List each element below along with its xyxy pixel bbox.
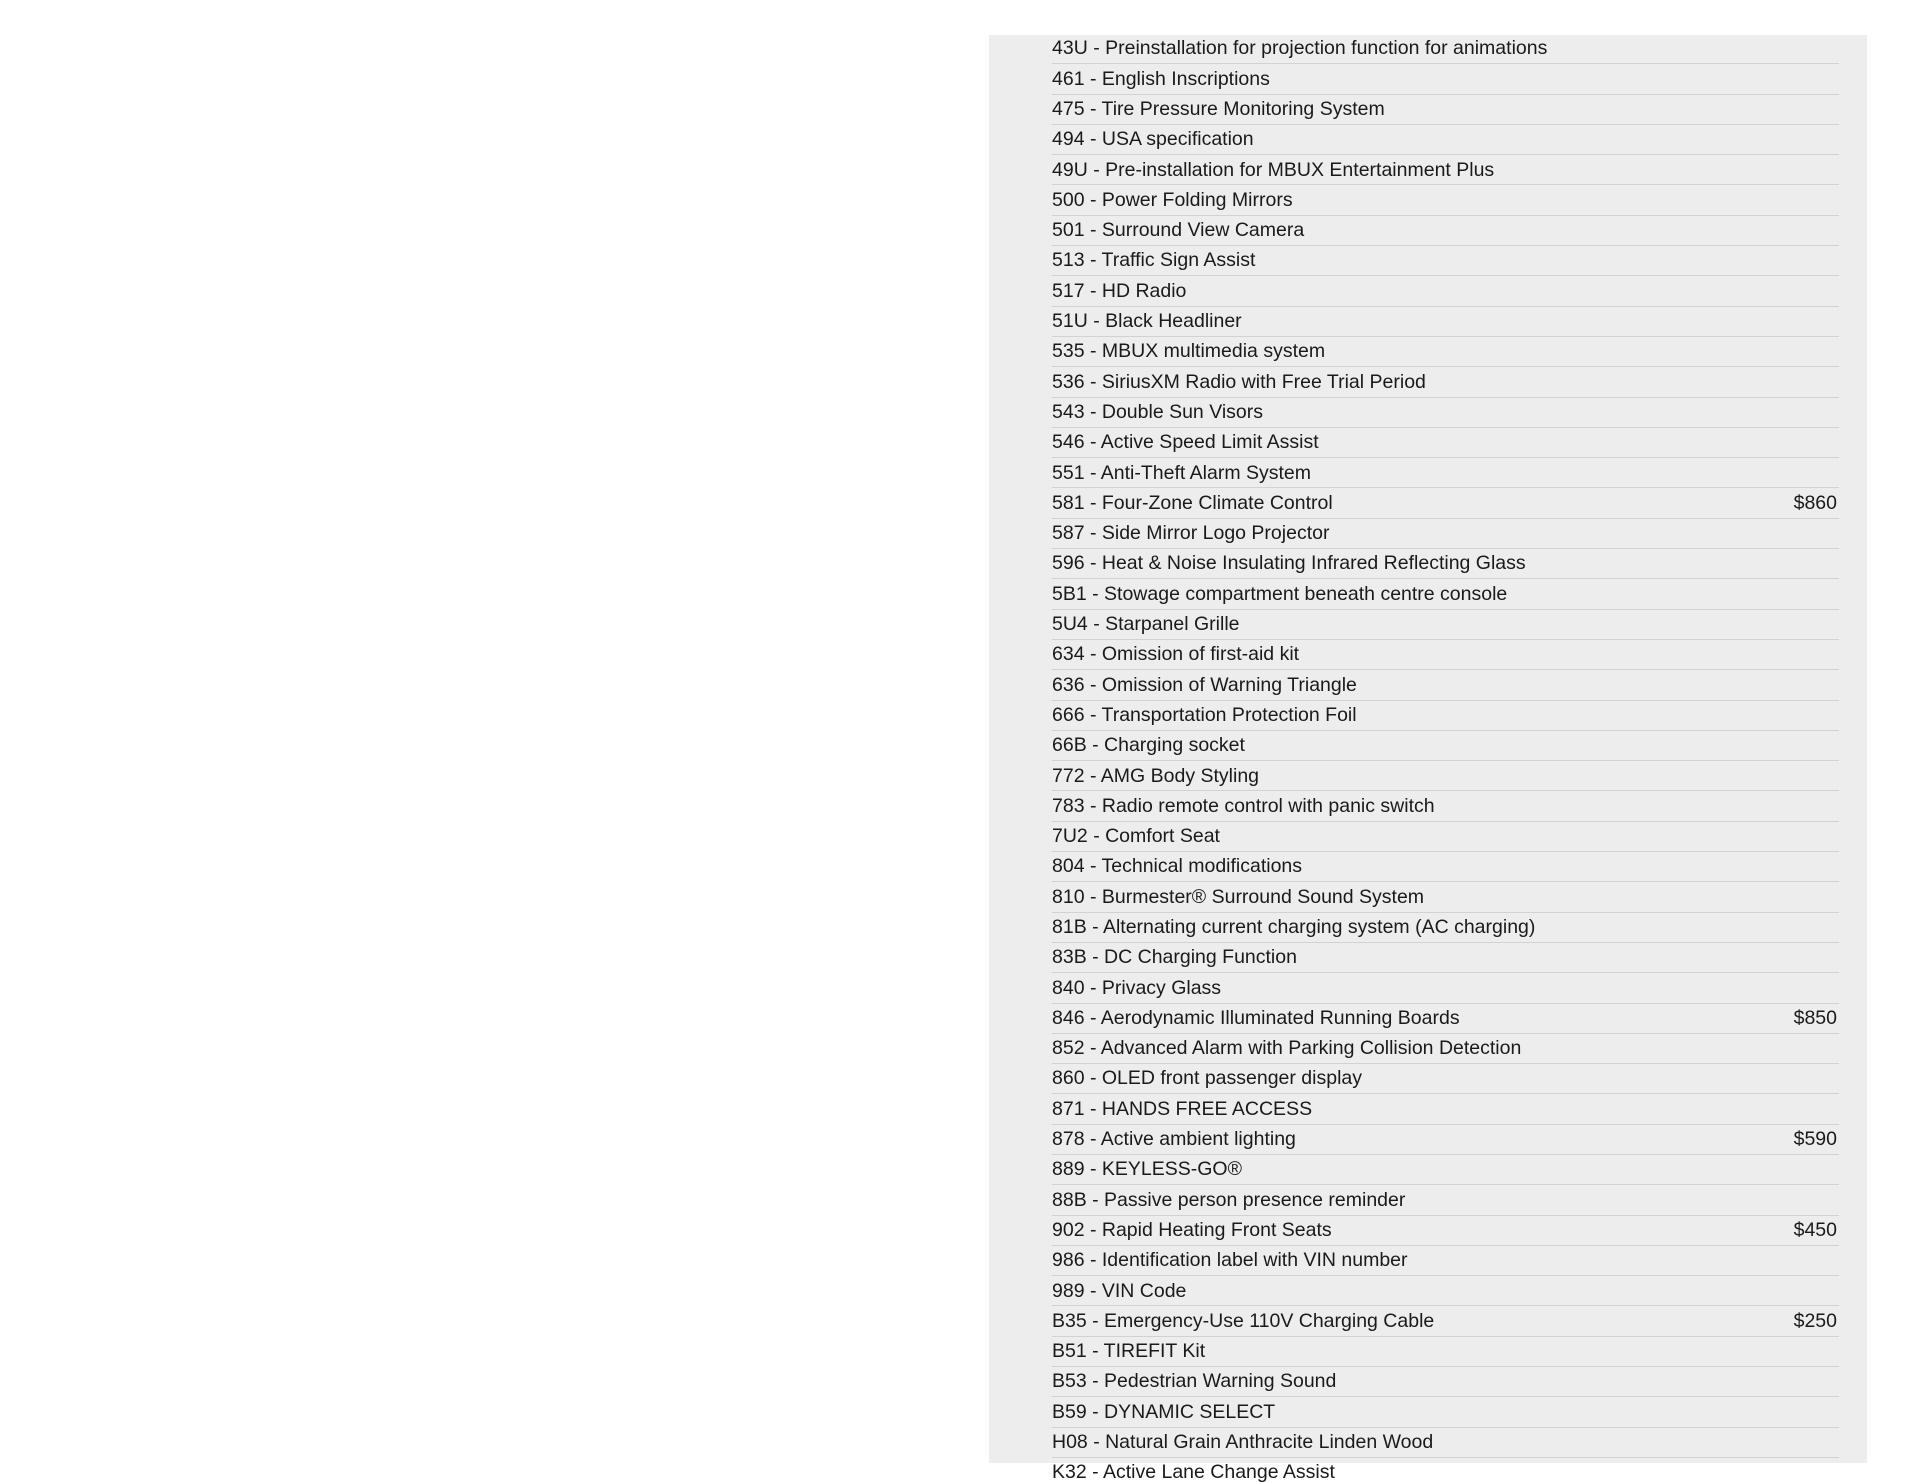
option-price: $860: [1793, 491, 1837, 514]
options-list: [1052, 35, 1839, 1483]
option-label: 5B1 - Stowage compartment beneath centre console: [1052, 582, 1508, 605]
option-row: [1052, 368, 1839, 397]
option-label: 989 - VIN Code: [1052, 1279, 1187, 1302]
option-row: [1052, 96, 1839, 125]
option-label: 494 - USA specification: [1052, 128, 1254, 151]
option-row: [1052, 156, 1839, 185]
option-price: $250: [1793, 1309, 1837, 1332]
option-label: 81B - Alternating current charging system (AC charging): [1052, 916, 1536, 938]
option-label: 636 - Omission of Warning Triangle: [1052, 673, 1357, 696]
option-label: 581 - Four-Zone Climate Control: [1052, 491, 1333, 514]
option-label: 513 - Traffic Sign Assist: [1052, 249, 1256, 272]
option-label: B51 - TIREFIT Kit: [1052, 1340, 1206, 1363]
option-price: $850: [1793, 1006, 1837, 1029]
option-label: B53 - Pedestrian Warning Sound: [1052, 1370, 1337, 1393]
option-label: B35 - Emergency-Use 110V Charging Cable: [1052, 1309, 1435, 1332]
option-label: 902 - Rapid Heating Front Seats: [1052, 1218, 1332, 1241]
option-label: 846 - Aerodynamic Illuminated Running Boards: [1052, 1006, 1460, 1029]
option-label: 536 - SiriusXM Radio with Free Trial Period: [1052, 370, 1426, 393]
option-row: [1052, 520, 1839, 549]
option-row: [1052, 277, 1839, 306]
option-label: 88B - Passive person presence reminder: [1052, 1188, 1406, 1211]
option-price: $450: [1793, 1218, 1837, 1241]
option-label: 878 - Active ambient lighting: [1052, 1128, 1296, 1151]
option-row: [1052, 489, 1839, 518]
option-row: [1052, 217, 1839, 246]
option-label: B59 - DYNAMIC SELECT: [1052, 1400, 1276, 1423]
option-row: [1052, 1277, 1839, 1306]
option-row: [1052, 1005, 1839, 1034]
option-row: [1052, 35, 1839, 64]
option-label: 634 - Omission of first-aid kit: [1052, 643, 1300, 666]
option-row: [1052, 65, 1839, 94]
option-row: [1052, 429, 1839, 458]
option-label: 587 - Side Mirror Logo Projector: [1052, 522, 1330, 545]
option-label: 83B - DC Charging Function: [1052, 946, 1297, 969]
option-label: 596 - Heat & Noise Insulating Infrared Reflecting Glass: [1052, 552, 1526, 575]
option-price: $590: [1793, 1128, 1837, 1151]
option-label: 889 - KEYLESS-GO®: [1052, 1158, 1242, 1181]
option-label: 871 - HANDS FREE ACCESS: [1052, 1097, 1313, 1120]
option-row: [1052, 1247, 1839, 1276]
option-row: [1052, 732, 1839, 761]
option-label: 543 - Double Sun Visors: [1052, 400, 1264, 423]
option-label: 810 - Burmester® Surround Sound System: [1052, 885, 1425, 908]
option-label: 66B - Charging socket: [1052, 734, 1245, 757]
option-label: 772 - AMG Body Styling: [1052, 764, 1260, 787]
option-row: [1052, 459, 1839, 488]
option-row: [1052, 1338, 1839, 1367]
option-row: [1052, 399, 1839, 428]
option-row: [1052, 1217, 1839, 1246]
option-row: [1052, 853, 1839, 882]
option-label: 666 - Transportation Protection Foil: [1052, 703, 1357, 726]
option-label: 461 - English Inscriptions: [1052, 67, 1270, 90]
option-row: [1052, 1459, 1839, 1483]
option-label: 783 - Radio remote control with panic switch: [1052, 794, 1435, 817]
option-row: [1052, 1398, 1839, 1427]
option-row: [1052, 702, 1839, 731]
option-row: [1052, 1095, 1839, 1124]
option-row: [1052, 671, 1839, 700]
option-row: [1052, 1368, 1839, 1397]
option-label: 551 - Anti-Theft Alarm System: [1052, 461, 1312, 484]
option-label: 43U - Preinstallation for projection function for animations: [1052, 37, 1548, 60]
option-row: [1052, 611, 1839, 640]
option-label: K32 - Active Lane Change Assist: [1052, 1461, 1335, 1483]
option-label: 51U - Black Headliner: [1052, 310, 1242, 333]
option-row: [1052, 1126, 1839, 1155]
option-label: 7U2 - Comfort Seat: [1052, 825, 1220, 848]
option-label: 852 - Advanced Alarm with Parking Collision Detection: [1052, 1037, 1522, 1060]
option-label: 860 - OLED front passenger display: [1052, 1067, 1363, 1090]
option-label: 501 - Surround View Camera: [1052, 219, 1305, 242]
option-label: 475 - Tire Pressure Monitoring System: [1052, 97, 1385, 120]
option-label: H08 - Natural Grain Anthracite Linden Wood: [1052, 1431, 1434, 1454]
option-row: [1052, 792, 1839, 821]
option-label: 500 - Power Folding Mirrors: [1052, 188, 1293, 211]
option-row: [1052, 308, 1839, 337]
option-label: 804 - Technical modifications: [1052, 855, 1303, 878]
option-row: [1052, 550, 1839, 579]
option-row: [1052, 944, 1839, 973]
option-row: [1052, 1186, 1839, 1215]
option-row: [1052, 974, 1839, 1003]
option-label: 840 - Privacy Glass: [1052, 976, 1222, 999]
option-row: [1052, 247, 1839, 276]
option-row: [1052, 914, 1839, 943]
option-row: [1052, 641, 1839, 670]
option-row: [1052, 762, 1839, 791]
option-row: [1052, 1429, 1839, 1458]
option-row: [1052, 1065, 1839, 1094]
option-label: 5U4 - Starpanel Grille: [1052, 613, 1240, 636]
option-label: 49U - Pre-installation for MBUX Entertainment Plus: [1052, 158, 1495, 181]
option-label: 546 - Active Speed Limit Assist: [1052, 431, 1319, 454]
option-row: [1052, 883, 1839, 912]
option-row: [1052, 186, 1839, 215]
option-label: 535 - MBUX multimedia system: [1052, 340, 1326, 363]
option-row: [1052, 1307, 1839, 1336]
option-row: [1052, 126, 1839, 155]
option-label: 986 - Identification label with VIN number: [1052, 1249, 1408, 1272]
option-label: 517 - HD Radio: [1052, 279, 1187, 302]
option-row: [1052, 580, 1839, 609]
option-row: [1052, 823, 1839, 852]
option-row: [1052, 1156, 1839, 1185]
option-row: [1052, 338, 1839, 367]
option-row: [1052, 1035, 1839, 1064]
